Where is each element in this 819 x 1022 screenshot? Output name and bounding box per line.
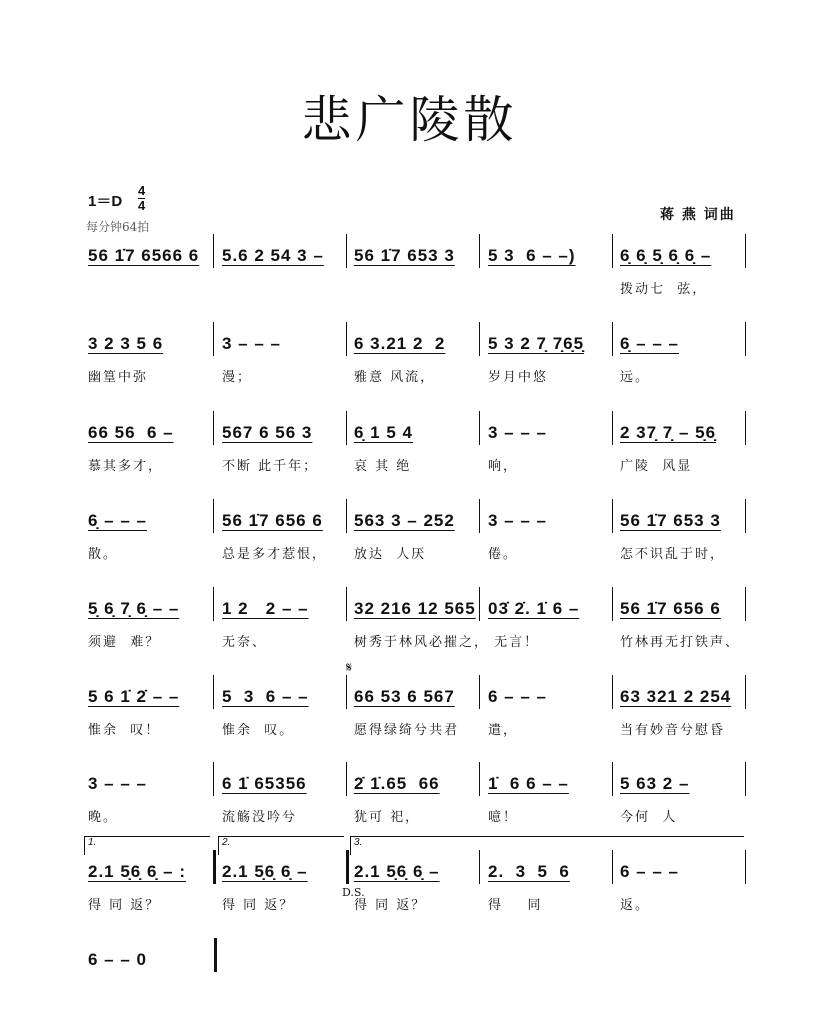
measure-lyrics: 晚。 <box>88 810 119 825</box>
measure <box>354 423 482 474</box>
measure <box>222 599 350 650</box>
measure <box>488 423 616 474</box>
measure <box>488 687 616 738</box>
barline <box>612 850 613 884</box>
score-row <box>86 423 746 493</box>
measure-lyrics: 哀 其 绝 <box>354 459 412 474</box>
measure-notes: 3 – – – <box>88 774 147 793</box>
measure-notes: 5 3 2 7̣ 7̣6̣5̣ <box>488 334 585 353</box>
measure-notes: 56 1̇7 653 3 <box>354 246 455 265</box>
measure <box>488 246 616 266</box>
measure-notes: 2.1 5̣6̣ 6̣ – : <box>88 862 187 881</box>
measure-lyrics: 树秀于林风必摧之， <box>354 635 490 650</box>
dal-segno-mark: D.S. <box>342 886 365 899</box>
measure-notes: 56 1̇7 656 6 <box>620 599 721 618</box>
score-row <box>86 246 746 316</box>
barline <box>745 411 746 445</box>
measure <box>88 511 216 562</box>
measure-notes: 3 – – – <box>488 423 547 442</box>
measure-notes: 3 – – – <box>488 511 547 530</box>
time-signature <box>138 184 145 213</box>
measure-notes: 56 1̇7 653 3 <box>620 511 721 530</box>
measure-lyrics: 犹可 祀， <box>354 810 421 825</box>
measure-notes: 2.1 5̣6̣ 6̣ – <box>354 862 440 881</box>
measure-lyrics: 得 同 返？ <box>88 898 161 913</box>
volta-bracket: 1. <box>84 836 210 855</box>
measure <box>354 511 482 562</box>
measure <box>88 837 216 913</box>
measure-lyrics: 得 同 返？ <box>354 898 427 913</box>
measure-lyrics: 愿得绿绮兮共君 <box>354 723 460 738</box>
barline <box>612 587 613 621</box>
measure-lyrics: 噫！ <box>488 810 519 825</box>
measure-notes: 66 53 6 567 <box>354 687 455 706</box>
measure-lyrics: 放达 人厌 <box>354 547 427 562</box>
measure-lyrics: 漫； <box>222 370 253 385</box>
barline <box>213 850 216 884</box>
barline <box>479 322 480 356</box>
measure-lyrics: 须避 难？ <box>88 635 161 650</box>
barline <box>346 850 349 884</box>
measure <box>354 246 482 266</box>
measure-lyrics: 雅意 风流， <box>354 370 436 385</box>
barline <box>213 411 214 445</box>
measure <box>88 950 216 970</box>
barline <box>612 234 613 268</box>
barline <box>213 499 214 533</box>
measure-lyrics: 竹林再无打铁声、 <box>620 635 741 650</box>
measure <box>620 511 748 562</box>
measure <box>88 423 216 474</box>
measure <box>222 423 350 474</box>
barline <box>745 850 746 884</box>
barline <box>479 850 480 884</box>
measure-notes: 563 3 – 252 <box>354 511 455 530</box>
measure-lyrics: 散。 <box>88 547 119 562</box>
measure-notes: 66 56 6 – <box>88 423 174 442</box>
measure-lyrics: 今何 人 <box>620 810 678 825</box>
measure <box>346 659 482 738</box>
measure-lyrics: 幽篁中弥 <box>88 370 149 385</box>
barline <box>745 762 746 796</box>
measure-notes: 5 63 2 – <box>620 774 690 793</box>
measure-lyrics: 惟余 叹。 <box>222 723 295 738</box>
measure-notes: 03̇ 2̇. 1̇ 6 – <box>488 599 580 618</box>
score-row <box>86 774 746 844</box>
measure-notes: 2̇ 1̇.65 66 <box>354 774 440 793</box>
measure-notes: 5 3 6 – – <box>222 687 309 706</box>
measure-notes: 1 2 2 – – <box>222 599 309 618</box>
measure-lyrics: 响， <box>488 459 519 474</box>
measure <box>620 862 748 913</box>
measure-lyrics: 得 同 返？ <box>222 898 295 913</box>
barline <box>745 675 746 709</box>
barline <box>346 234 347 268</box>
measure-lyrics: 慕其多才， <box>88 459 164 474</box>
measure-lyrics: 返。 <box>620 898 651 913</box>
measure-notes: 6̣ 1 5 4 <box>354 423 413 442</box>
barline <box>612 675 613 709</box>
score-row <box>86 334 746 404</box>
barline <box>479 675 480 709</box>
measure <box>488 862 616 913</box>
barline <box>745 322 746 356</box>
measure-notes: 5.6 2 54 3 – <box>222 246 324 265</box>
measure-lyrics: 当有妙音兮慰昏 <box>620 723 726 738</box>
measure-lyrics: 流觞没吟兮 <box>222 810 298 825</box>
measure-lyrics: 怎不识乱于时， <box>620 547 726 562</box>
measure-lyrics: 不断 此千年； <box>222 459 319 474</box>
measure-notes: 1̇ 6 6 – – <box>488 774 569 793</box>
measure <box>488 511 616 562</box>
measure <box>354 334 482 385</box>
measure-notes: 2.1 5̣6̣ 6̣ – <box>222 862 308 881</box>
barline <box>479 499 480 533</box>
barline <box>346 411 347 445</box>
measure-notes: 2. 3 5 6 <box>488 862 570 881</box>
barline <box>213 762 214 796</box>
measure-notes: 6 – – – <box>620 862 679 881</box>
measure-lyrics: 无言！ <box>488 635 540 650</box>
segno-sign: 𝄋 <box>346 659 353 675</box>
song-title: 悲广陵散 <box>301 91 518 149</box>
measure <box>222 246 350 266</box>
score-row <box>86 599 746 669</box>
measure-notes: 3 – – – <box>222 334 281 353</box>
measure-lyrics: 遣， <box>488 723 519 738</box>
barline <box>346 587 347 621</box>
barline <box>346 499 347 533</box>
measure-notes: 3 2 3 5 6 <box>88 334 164 353</box>
measure <box>354 774 482 825</box>
volta-bracket: 2. <box>218 836 344 855</box>
measure-notes: 6̣ – – – <box>88 511 147 530</box>
barline <box>612 322 613 356</box>
measure-notes: 6 1̇ 65356 <box>222 774 307 793</box>
measure-lyrics: 无奈、 <box>222 635 268 650</box>
barline <box>213 234 214 268</box>
time-bottom: 4 <box>138 198 146 213</box>
measure <box>88 334 216 385</box>
measure-lyrics: 惟余 叹！ <box>88 723 161 738</box>
barline <box>479 234 480 268</box>
score-row <box>86 659 746 757</box>
key-signature: 1＝D <box>88 193 123 210</box>
measure-notes: 5 6 1̇ 2̇ – – <box>88 687 180 706</box>
measure-notes: 63 321 2 254 <box>620 687 732 706</box>
measure <box>342 837 482 913</box>
barline <box>745 587 746 621</box>
barline <box>479 587 480 621</box>
measure-notes: 5 3 6 – –) <box>488 246 576 265</box>
barline <box>612 411 613 445</box>
measure-lyrics: 广陵 风显 <box>620 459 693 474</box>
measure-lyrics: 得 同 <box>488 898 543 913</box>
barline <box>612 762 613 796</box>
barline <box>346 762 347 796</box>
barline <box>479 411 480 445</box>
measure-notes: 5̣ 6̣ 7̣ 6̣ – – <box>88 599 180 618</box>
measure-lyrics: 倦。 <box>488 547 519 562</box>
measure-notes: 6 3.21 2 2 <box>354 334 446 353</box>
volta-bracket: 3. <box>350 836 744 855</box>
measure <box>620 687 748 738</box>
measure-notes: 56 1̇7 656 6 <box>222 511 323 530</box>
measure <box>488 334 616 385</box>
final-barline <box>214 938 217 972</box>
barline <box>479 762 480 796</box>
barline <box>346 675 347 709</box>
measure <box>354 599 490 650</box>
measure-lyrics: 远。 <box>620 370 651 385</box>
measure <box>88 687 216 738</box>
author-credit: 蒋 燕 词曲 <box>660 206 736 222</box>
measure <box>222 837 350 913</box>
measure <box>222 511 350 562</box>
barline <box>745 499 746 533</box>
measure-notes: 2 37̣ 7̣ – 5̣6̣ <box>620 423 717 442</box>
measure <box>620 423 748 474</box>
measure <box>88 599 216 650</box>
measure <box>88 246 216 266</box>
tempo-marking: 每分钟64拍 <box>86 220 150 234</box>
score-row <box>86 511 746 581</box>
measure <box>88 774 216 825</box>
measure <box>620 246 748 297</box>
measure-notes: 6 – – 0 <box>88 950 147 969</box>
time-top: 4 <box>138 183 146 198</box>
measure <box>488 774 616 825</box>
measure-notes: 6̣ – – – <box>620 334 679 353</box>
measure <box>488 599 616 650</box>
barline <box>612 499 613 533</box>
barline <box>346 322 347 356</box>
barline <box>213 587 214 621</box>
barline <box>745 234 746 268</box>
measure-notes: 32 216 12 565 <box>354 599 476 618</box>
measure-lyrics: 拨动七 弦， <box>620 282 708 297</box>
measure-lyrics: 总是多才惹恨， <box>222 547 328 562</box>
measure <box>620 599 748 650</box>
barline <box>213 322 214 356</box>
measure-notes: 567 6 56 3 <box>222 423 313 442</box>
measure <box>620 334 748 385</box>
measure <box>222 774 350 825</box>
measure <box>222 687 350 738</box>
measure-notes: 56 1̇7 6566 6 <box>88 246 200 265</box>
measure-notes: 6̣ 6̣ 5̣ 6̣ 6̣ – <box>620 246 712 265</box>
barline <box>213 675 214 709</box>
measure <box>620 774 748 825</box>
measure-lyrics: 岁月中悠 <box>488 370 549 385</box>
score-row <box>86 837 746 932</box>
score-row <box>86 950 746 1020</box>
measure-notes: 6 – – – <box>488 687 547 706</box>
measure <box>222 334 350 385</box>
